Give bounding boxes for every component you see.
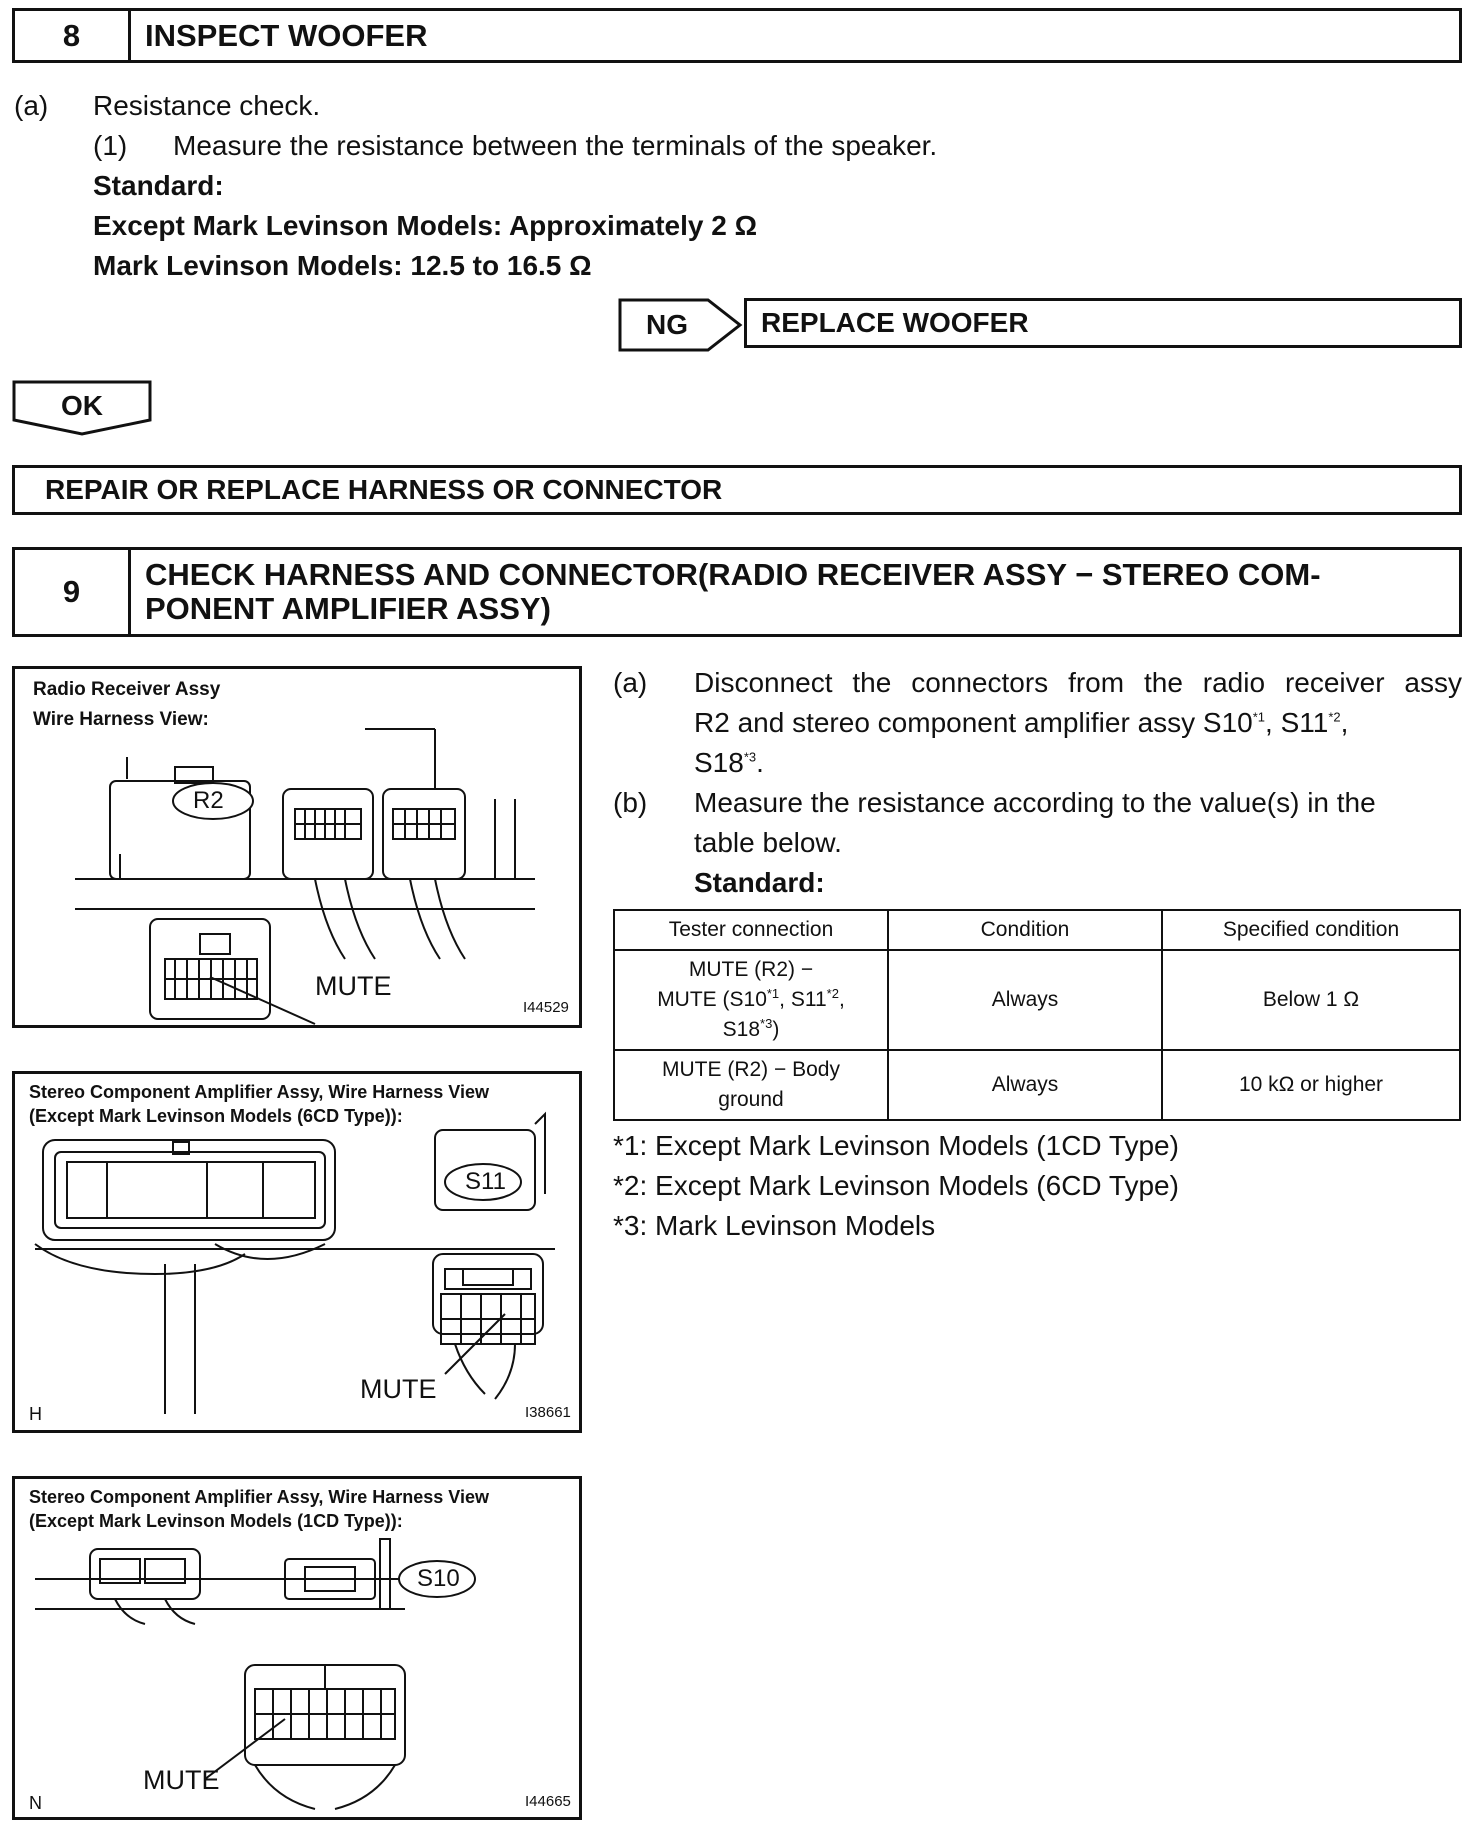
spec-table-row: [614, 1050, 1460, 1120]
spec-row1-conn-line3: [621, 1015, 881, 1045]
ng-label: NG: [646, 309, 688, 340]
spec-header-tester: Tester connection: [614, 910, 888, 950]
spec-row1-conn-sup2: *2: [826, 986, 839, 1001]
figure-3-title-line1: Stereo Component Amplifier Assy, Wire Harness View: [29, 1487, 489, 1507]
spec-row1-conn-line3-pre: S18: [722, 1018, 761, 1041]
figure-3-title-line2: (Except Mark Levinson Models (1CD Type)):: [29, 1511, 403, 1531]
spec-header-specified: Specified condition: [1162, 910, 1460, 950]
spec-header-condition: Condition: [888, 910, 1162, 950]
figure-3-corner-letter: N: [29, 1793, 42, 1813]
spec-row1-conn-line3-end: ): [772, 1018, 780, 1041]
figure-1-connector-label: R2: [193, 787, 224, 814]
spec-row2-condition: Always: [888, 1050, 1162, 1120]
step-9-title-line2: PONENT AMPLIFIER ASSY): [145, 591, 551, 626]
ng-action-box: [744, 298, 1462, 348]
figure-radio-receiver: [12, 666, 582, 1028]
step-9-title-line1: CHECK HARNESS AND CONNECTOR(RADIO RECEIVER ASSY − STEREO COM-: [145, 557, 1321, 592]
step-9-a-line3-end: .: [756, 747, 764, 778]
step-8-sub1-label: (1): [93, 130, 128, 161]
spec-row1-conn-mid: , S11: [779, 988, 827, 1011]
spec-row1-conn-sup1: *1: [766, 986, 780, 1001]
repair-box-text: REPAIR OR REPLACE HARNESS OR CONNECTOR: [45, 474, 723, 505]
spec-row2-conn-line1: MUTE (R2) − Body: [662, 1058, 840, 1081]
step-8-a-text: Resistance check.: [93, 90, 321, 121]
step-9-b-text: [694, 783, 1462, 903]
figure-3-mute-callout: MUTE: [143, 1765, 220, 1795]
step-8-header: [12, 8, 1462, 63]
figure-2-title-line1: Stereo Component Amplifier Assy, Wire Harness View: [29, 1082, 489, 1102]
step-9-a-line2-pre: R2 and stereo component amplifier assy S10: [694, 707, 1253, 738]
step-9-a-label: (a): [613, 667, 648, 698]
step-9-a-line3-pre: S18: [694, 747, 744, 778]
ok-label: OK: [61, 390, 103, 421]
footnotes: [613, 1126, 1179, 1246]
spec-row1-conn-line1: MUTE (R2) −: [688, 958, 814, 981]
step-8-title: INSPECT WOOFER: [145, 17, 428, 53]
step-8-standard-label: Standard:: [93, 170, 224, 201]
figure-3-id: I44665: [525, 1793, 571, 1810]
figure-2-corner-letter: H: [29, 1404, 42, 1424]
repair-box: [12, 465, 1462, 515]
footnote-2: *2: Except Mark Levinson Models (6CD Type): [613, 1170, 1179, 1201]
step-9-header: [12, 547, 1462, 637]
step-9-b-line2: table below.: [694, 827, 842, 858]
step-9-a-line1: Disconnect the connectors from the radio receiver assy: [694, 667, 1462, 698]
spec-row2-connection: [614, 1050, 888, 1120]
radio-receiver-connector-drawing: [15, 669, 579, 1025]
figure-2-title-line2: (Except Mark Levinson Models (6CD Type)):: [29, 1106, 403, 1126]
ng-action-text: REPLACE WOOFER: [761, 307, 1029, 338]
step-9-a-line2-sup2: *2: [1328, 709, 1341, 725]
spec-table-header-row: [614, 910, 1460, 950]
step-9-number: 9: [15, 550, 131, 634]
step-8-standard-line2: Mark Levinson Models: 12.5 to 16.5 Ω: [93, 250, 592, 281]
figure-amp-6cd: [12, 1071, 582, 1433]
figure-1-title-line1: Radio Receiver Assy: [33, 679, 221, 700]
step-8-a-label: (a): [14, 90, 49, 121]
step-8-sub1-text: Measure the resistance between the terminals of the speaker.: [173, 130, 938, 161]
footnote-1: *1: Except Mark Levinson Models (1CD Type): [613, 1130, 1179, 1161]
amp-1cd-connector-drawing: [15, 1479, 579, 1817]
spec-row2-conn-line2: ground: [718, 1088, 784, 1111]
spec-row1-connection: [614, 950, 888, 1050]
step-9-a-line2: [694, 703, 1462, 743]
spec-row1-conn-sup3: *3: [760, 1016, 773, 1031]
step-9-a-line2-mid: , S11: [1265, 707, 1329, 738]
step-9-b-line1: Measure the resistance according to the value(s) in the: [694, 787, 1376, 818]
amp-6cd-connector-drawing: [15, 1074, 579, 1430]
step-8-number: 8: [15, 11, 131, 60]
figure-1-title-line2: Wire Harness View:: [33, 709, 209, 730]
spec-row1-conn-end: ,: [838, 988, 845, 1011]
figure-2-connector-label: S11: [465, 1168, 506, 1195]
figure-amp-1cd: [12, 1476, 582, 1820]
step-8-standard-line1: Except Mark Levinson Models: Approximately 2 Ω: [93, 210, 758, 241]
figure-3-connector-label: S10: [417, 1565, 460, 1592]
step-9-standard-label: Standard:: [694, 867, 825, 898]
step-9-a-line2-sup1: *1: [1252, 709, 1266, 725]
figure-2-id: I38661: [525, 1404, 571, 1421]
step-9-a-line2-end: ,: [1340, 707, 1349, 738]
step-9-a-line3-sup: *3: [743, 749, 757, 765]
spec-row1-conn-line2: [621, 985, 881, 1015]
step-9-title: [145, 550, 1449, 634]
spec-table: [613, 909, 1461, 1121]
spec-table-row: [614, 950, 1460, 1050]
figure-2-mute-callout: MUTE: [360, 1374, 437, 1404]
step-9-b-label: (b): [613, 787, 648, 818]
spec-row1-spec: Below 1 Ω: [1162, 950, 1460, 1050]
spec-row2-spec: 10 kΩ or higher: [1162, 1050, 1460, 1120]
footnote-3: *3: Mark Levinson Models: [613, 1210, 936, 1241]
spec-row1-condition: Always: [888, 950, 1162, 1050]
figure-1-id: I44529: [523, 999, 569, 1016]
spec-row1-conn-line2-pre: MUTE (S10: [657, 988, 767, 1011]
step-9-a-text: [694, 663, 1462, 783]
figure-1-mute-callout: MUTE: [315, 971, 392, 1001]
step-9-a-line3: [694, 743, 1462, 783]
